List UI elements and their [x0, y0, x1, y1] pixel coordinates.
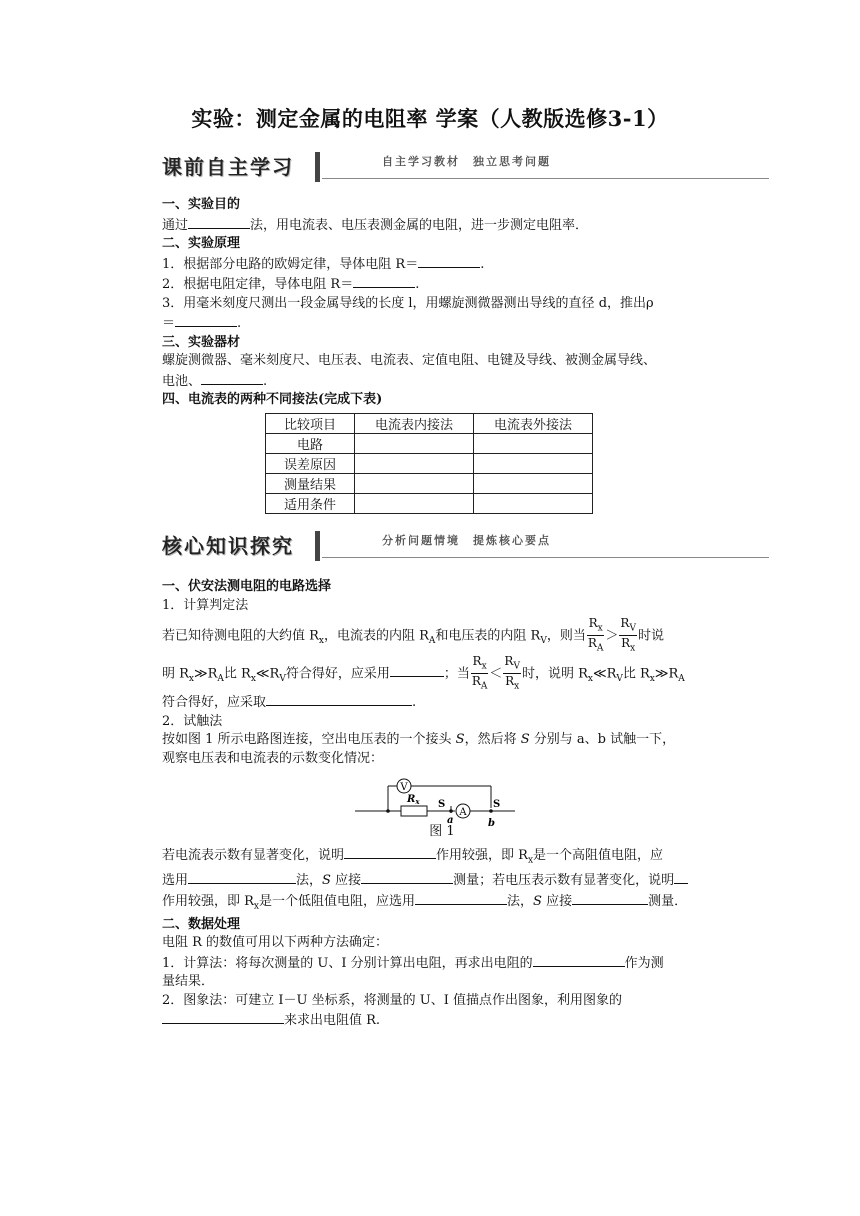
section-banner-preview: [162, 150, 769, 184]
heading-equipment: 三、实验器材: [162, 334, 241, 350]
table-header-row: [266, 414, 593, 434]
paragraph-principle-3: 3．用毫米刻度尺测出一段金属导线的长度 l，用螺旋测微器测出导线的直径 d，推出ρ: [162, 295, 654, 311]
fraction-rx-ra: $\frac{R_x}{R_A}$: [587, 616, 604, 654]
paragraph-principle-3b: ＝ .: [162, 313, 732, 334]
table-cell[interactable]: [474, 494, 593, 514]
section-core-c: [162, 845, 732, 1031]
banner-divider: [315, 531, 320, 561]
fill-blank[interactable]: [674, 870, 688, 884]
banner-rule: [322, 178, 769, 179]
table-cell[interactable]: [474, 434, 593, 454]
fill-blank[interactable]: [175, 313, 237, 327]
table-cell[interactable]: [355, 474, 474, 494]
paragraph-principle-2: 2．根据电阻定律，导体电阻 R＝ .: [162, 274, 732, 295]
voltmeter-label: V: [400, 782, 408, 793]
banner-rule: [322, 557, 769, 558]
banner-tagline: 自主学习教材 独立思考问题: [382, 155, 551, 168]
fraction-rv-rx: $\frac{R_V}{R_x}$: [504, 654, 520, 692]
switch-label-1: S: [438, 799, 446, 810]
paragraph-purpose: 通过 法，用电流表、电压表测金属的电阻，进一步测定电阻率．: [162, 215, 732, 236]
paragraph-data-5: 来求出电阻值 R.: [162, 1010, 732, 1031]
fill-blank[interactable]: [188, 215, 250, 229]
banner-tagline: 分析问题情境 提炼核心要点: [382, 534, 551, 547]
fill-blank[interactable]: [188, 870, 296, 884]
table-row: [266, 454, 593, 474]
table-header: 电流表内接法: [355, 414, 474, 434]
table-row: [266, 474, 593, 494]
banner-divider: [315, 152, 320, 182]
paragraph-equipment: 螺旋测微器、毫米刻度尺、电压表、电流表、定值电阻、电键及导线、被测金属导线、: [162, 353, 657, 368]
table-cell[interactable]: [474, 454, 593, 474]
fill-blank[interactable]: [572, 891, 648, 905]
paragraph-calc-3: 符合得好，应采取 .: [162, 692, 732, 713]
page-title: 实验：测定金属的电阻率 学案（人教版选修3-1）: [191, 106, 669, 131]
paragraph-calc-1: 若已知待测电阻的大约值 $R_x$，电流表的内阻 $R_A$和电压表的内阻 $R_V$，则当 $\frac{R_x}{R_A}$ ＞ $\frac{R_V}{R_x}$ 时说: [162, 616, 664, 654]
fill-blank[interactable]: [162, 1010, 284, 1024]
circuit-figure: [355, 770, 515, 828]
heading-purpose: 一、实验目的: [162, 197, 241, 212]
fill-blank[interactable]: [201, 371, 263, 385]
table-cell[interactable]: [474, 474, 593, 494]
table-header: 比较项目: [266, 414, 355, 434]
figure-caption: 图 1: [429, 824, 455, 839]
paragraph-trial-4: 选用 法，S 应接 测量；若电压表示数有显著变化，说明: [162, 870, 732, 891]
paragraph-data-3: 量结果．: [162, 974, 215, 990]
paragraph-equipment-2: 电池、 .: [162, 371, 732, 392]
fill-blank[interactable]: [361, 870, 453, 884]
table-row: [266, 434, 593, 454]
section-core-b: [162, 692, 732, 768]
table-cell[interactable]: [355, 434, 474, 454]
banner-label: 核心知识探究: [162, 534, 294, 558]
heading-circuit-choice: 一、伏安法测电阻的电路选择: [162, 579, 332, 594]
point-a-label: a: [447, 815, 454, 826]
table-row-label: 电路: [266, 434, 355, 454]
subheading-calculation: 1．计算判定法: [162, 597, 249, 613]
fill-blank[interactable]: [533, 953, 625, 967]
table-row-label: 适用条件: [266, 494, 355, 514]
switch-label-2: S: [493, 799, 501, 810]
fraction-rx-ra: $\frac{R_x}{R_A}$: [471, 654, 488, 692]
ammeter-label: A: [459, 807, 467, 818]
resistor-label: $R_x$: [407, 794, 420, 806]
point-b-label: b: [488, 818, 495, 828]
junction-dot: [386, 809, 390, 813]
junction-dot: [449, 809, 453, 813]
section-core-a: [162, 578, 732, 615]
paragraph-trial-3: 若电流表示数有显著变化，说明 作用较强，即 $R_x$是一个高阻值电阻，应: [162, 845, 732, 870]
table-header: 电流表外接法: [474, 414, 593, 434]
fraction-rv-rx: $\frac{R_V}{R_x}$: [620, 616, 636, 654]
fill-blank[interactable]: [344, 845, 436, 859]
paragraph-calc-2: 明 $R_x≫R_A$比 $R_x≪R_V$符合得好，应采用 ；当 $\frac{R_x}{R_A}$ ＜ $\frac{R_V}{R_x}$ 时，说明 $R_x≪R_V$比 $R_x≫R_A$: [162, 654, 685, 692]
paragraph-trial-5: 作用较强，即 $R_x$是一个低阻值电阻，应选用 法，S 应接 测量．: [162, 891, 732, 916]
heading-connection: 四、电流表的两种不同接法(完成下表): [162, 392, 383, 407]
paragraph-data-4: 2．图象法：可建立 I－U 坐标系，将测量的 U、I 值描点作出图象，利用图象的: [162, 992, 622, 1008]
fill-blank[interactable]: [418, 254, 480, 268]
subheading-trial: 2．试触法: [162, 713, 223, 729]
banner-label: 课前自主学习: [162, 155, 294, 179]
table-row-label: 误差原因: [266, 454, 355, 474]
fill-blank[interactable]: [353, 274, 415, 288]
section-banner-core: [162, 529, 769, 563]
comparison-table: [265, 413, 593, 514]
table-cell[interactable]: [355, 494, 474, 514]
paragraph-principle-1: 1．根据部分电路的欧姆定律，导体电阻 R＝ .: [162, 254, 732, 275]
heading-data-processing: 二、数据处理: [162, 916, 241, 932]
section-preview: [162, 196, 732, 410]
table-row-label: 测量结果: [266, 474, 355, 494]
paragraph-trial-1: 按如图 1 所示电路图连接，空出电压表的一个接头 S，然后将 S 分别与 a、b 试触一下，: [162, 732, 676, 747]
heading-principle: 二、实验原理: [162, 236, 241, 251]
paragraph-trial-2: 观察电压表和电流表的示数变化情况：: [162, 750, 384, 766]
table-cell[interactable]: [355, 454, 474, 474]
paragraph-data-2: 1．计算法：将每次测量的 U、I 分别计算出电阻，再求出电阻的 作为测: [162, 953, 732, 974]
table-row: [266, 494, 593, 514]
paragraph-data-1: 电阻 R 的数值可用以下两种方法确定：: [162, 935, 389, 951]
fill-blank[interactable]: [390, 663, 444, 677]
fill-blank[interactable]: [266, 692, 412, 706]
fill-blank[interactable]: [415, 891, 507, 905]
